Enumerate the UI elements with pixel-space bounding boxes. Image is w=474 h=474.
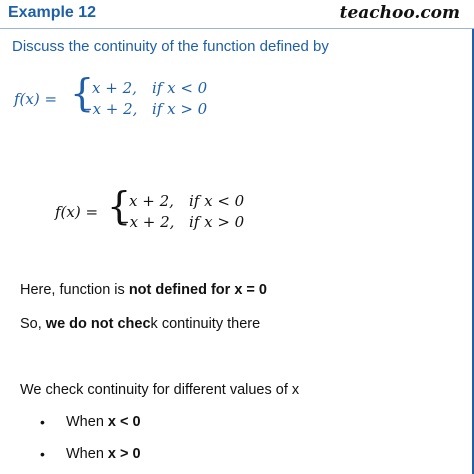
formula-case2-expr: −x + 2, bbox=[117, 213, 175, 231]
formula-case2-cond: if x > 0 bbox=[152, 100, 208, 118]
formula-brace: { bbox=[70, 71, 95, 115]
page-title: Example 12 bbox=[8, 4, 97, 21]
formula-case2-cond: if x > 0 bbox=[189, 213, 245, 231]
not-defined-line bbox=[20, 282, 267, 298]
line-text: Here, function is bbox=[20, 282, 129, 298]
bullet-marker: • bbox=[40, 446, 45, 462]
formula-lhs: f(x) = bbox=[14, 90, 58, 108]
formula-case1-expr: x + 2, bbox=[129, 192, 174, 210]
brand-logo: teachoo.com bbox=[339, 3, 460, 23]
bullet-item bbox=[66, 446, 141, 462]
line-text-end: k continuity there bbox=[150, 316, 261, 332]
formula-brace: { bbox=[107, 184, 132, 228]
bullet-text: When bbox=[66, 414, 108, 430]
header-divider bbox=[0, 28, 474, 29]
bullet-bold-text: x < 0 bbox=[107, 414, 141, 430]
formula-case1-expr: x + 2, bbox=[92, 79, 137, 97]
line-bold-text: not defined for x = 0 bbox=[128, 282, 267, 298]
formula-lhs: f(x) = bbox=[55, 203, 99, 221]
line-text: So, bbox=[20, 316, 46, 332]
formula-case2-expr: −x + 2, bbox=[80, 100, 138, 118]
bullet-bold-text: x > 0 bbox=[107, 446, 141, 462]
check-values-line: We check continuity for different values of x bbox=[20, 382, 300, 398]
bullet-text: When bbox=[66, 446, 108, 462]
formula-case1-cond: if x < 0 bbox=[189, 192, 245, 210]
line-bold-text: we do not chec bbox=[45, 316, 151, 332]
bullet-marker: • bbox=[40, 414, 45, 430]
question-text: Discuss the continuity of the function defined by bbox=[12, 38, 329, 55]
no-check-line bbox=[20, 316, 260, 332]
bullet-item bbox=[66, 414, 141, 430]
formula-case1-cond: if x < 0 bbox=[152, 79, 208, 97]
